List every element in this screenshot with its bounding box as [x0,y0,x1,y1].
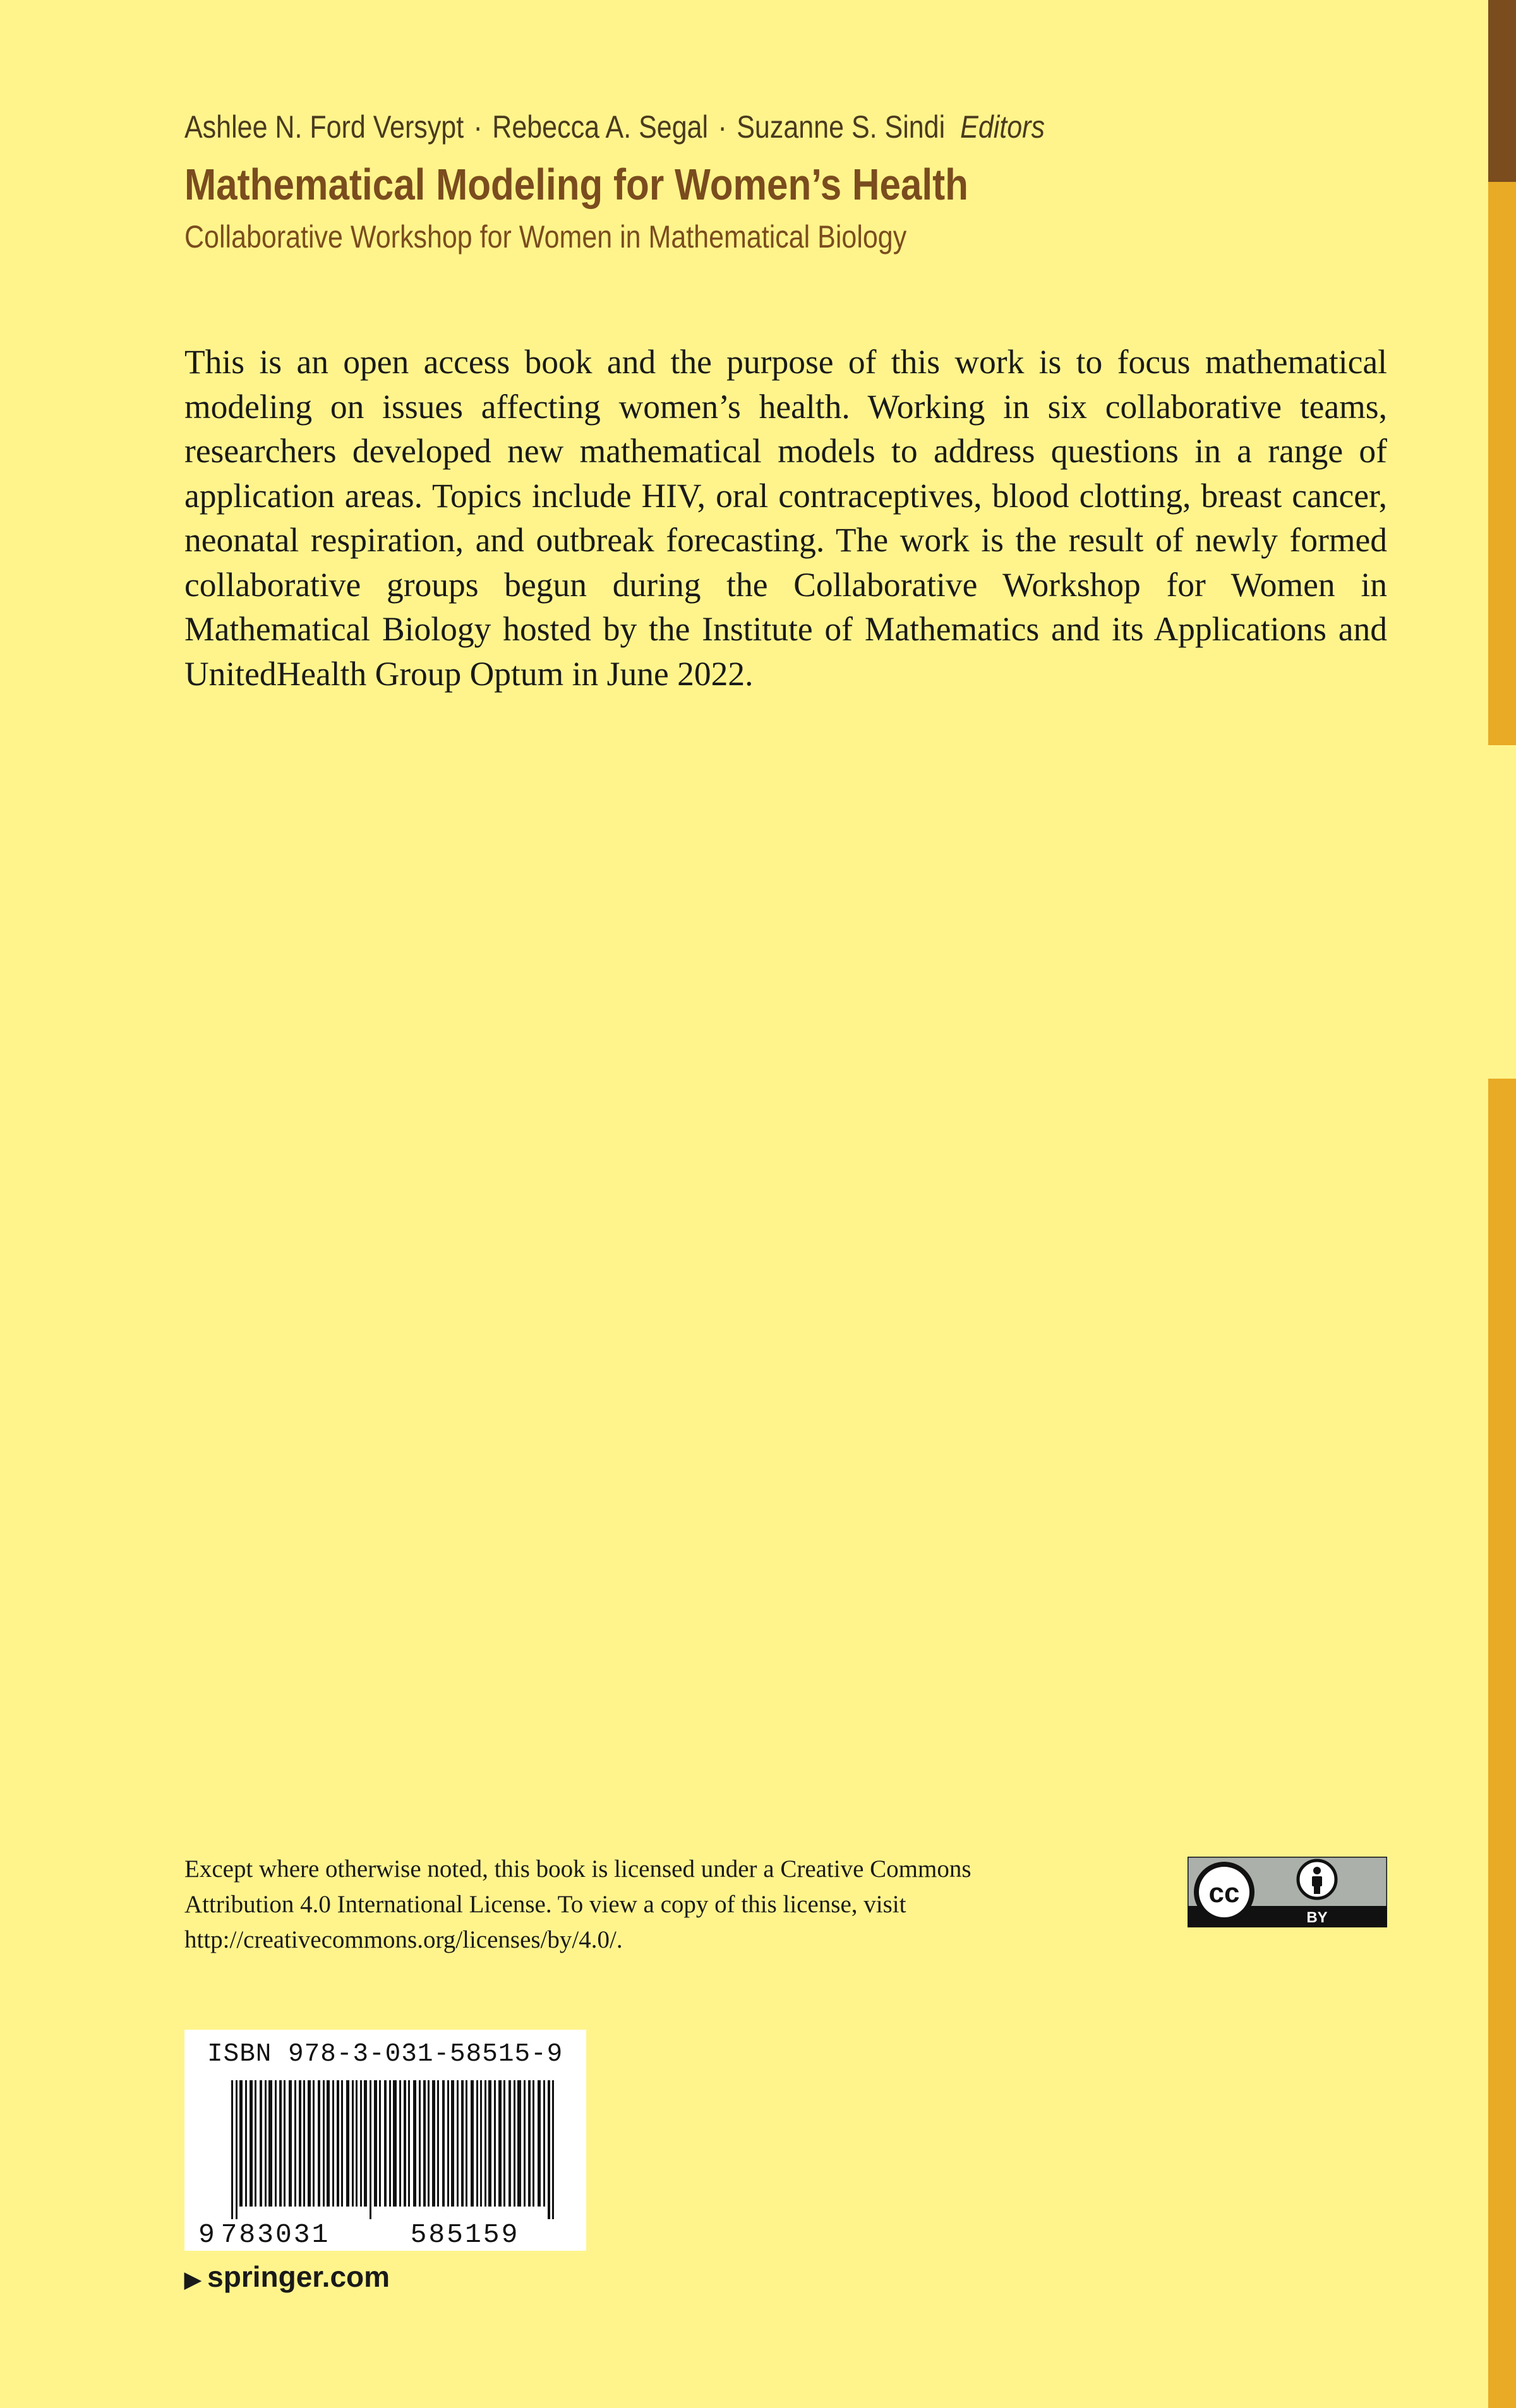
barcode-bar [508,2080,511,2207]
barcode-bar [379,2080,381,2207]
barcode-bar [457,2080,459,2207]
barcode-graphic [184,2030,586,2251]
barcode-bar [268,2080,272,2207]
editor-name: Rebecca A. Segal [492,109,709,145]
barcode-bar [327,2080,330,2207]
barcode-bar [384,2080,387,2207]
barcode-bar [308,2080,311,2207]
barcode-bar [532,2080,534,2207]
barcode-bar [346,2080,349,2207]
spine-strip-brown [1488,0,1516,182]
barcode-bar [514,2080,515,2207]
barcode-bar [498,2080,502,2207]
barcode-bar [360,2080,362,2207]
barcode-bar [389,2080,391,2207]
editor-separator: · [473,109,483,145]
by-badge-label: BY [1306,1909,1328,1926]
barcode-bar [399,2080,401,2207]
barcode-bar [318,2080,320,2207]
barcode-bar [552,2080,554,2219]
barcode-bar [543,2080,545,2207]
barcode-bar [299,2080,301,2207]
barcode-bar [471,2080,474,2207]
barcode-bar [528,2080,531,2207]
barcode-bar [404,2080,406,2207]
barcode-bar [413,2080,416,2207]
barcode-bar [364,2080,367,2207]
barcode-bar [419,2080,421,2207]
book-subtitle: Collaborative Workshop for Women in Mathematical Biology [184,219,907,255]
barcode-bar [289,2080,292,2207]
barcode-bar [370,2080,371,2219]
barcode-bar [303,2080,305,2207]
spine-strip-gold-lower [1488,1079,1516,2408]
barcode-bar [503,2080,505,2207]
barcode-bar [451,2080,454,2207]
barcode-bar [294,2080,296,2207]
barcode-bar [447,2080,449,2207]
barcode-bar [284,2080,286,2207]
barcode-bar [524,2080,526,2207]
barcode-digit-prefix: 9 [198,2219,215,2250]
barcode-bar [313,2080,315,2207]
book-title: Mathematical Modeling for Women’s Health [184,160,968,209]
barcode-bar [461,2080,464,2207]
barcode-bar [374,2080,377,2207]
barcode-bar [423,2080,426,2207]
barcode-bar [260,2080,262,2207]
license-text: Except where otherwise noted, this book is licensed under a Creative Commons Attribution 4.0 International License. To view a copy of this license, visit http://creativecommons.org/licenses/by/4.0/. [184,1855,972,1953]
barcode-bar [231,2080,233,2219]
book-description: This is an open access book and the purpose of this work is to focus mathematical modeling on issues affecting women’s health. Working in six collaborative teams, researchers developed new mathematical models to address questions in a range of application areas. Topics include HIV, oral contraceptives, blood clotting, breast cancer, neonatal respiration, and outbreak forecasting. The work is the result of newly formed collaborative groups begun during the Collaborative Workshop for Women in Mathematical Biology hosted by the Institute of Mathematics and its Applications and UnitedHealth Group Optum in June 2022. [184,343,1387,693]
triangle-right-icon: ▶ [184,2268,202,2292]
barcode-bar [408,2080,410,2207]
barcode-bar [236,2080,238,2219]
barcode-bar [255,2080,256,2207]
editor-name: Ashlee N. Ford Versypt [184,109,464,145]
barcode-bar [484,2080,486,2207]
isbn-barcode [184,2030,586,2251]
barcode-bar [332,2080,334,2207]
publisher-link[interactable] [184,2260,390,2294]
barcode-bar [466,2080,467,2207]
barcode-bar [428,2080,430,2207]
barcode-bar [275,2080,277,2207]
barcode-bar [488,2080,491,2207]
cc-by-license-badge [1188,1857,1387,1927]
barcode-bar [432,2080,435,2207]
barcode-bar [250,2080,253,2207]
barcode-bar [437,2080,439,2207]
barcode-digits-right: 585159 [410,2219,520,2250]
barcode-bar [476,2080,478,2207]
barcode-bar [352,2080,354,2207]
barcode-bar [265,2080,267,2207]
spine-strip-gold-upper [1488,182,1516,745]
editors-line [184,109,1045,145]
barcode-bar [337,2080,339,2207]
barcode-bar [393,2080,397,2207]
barcode-bar [442,2080,445,2207]
barcode-bar [323,2080,325,2207]
publisher-url: springer.com [207,2260,390,2293]
cc-badge-label: cc [1208,1878,1240,1908]
barcode-bar [494,2080,496,2207]
barcode-bar [356,2080,358,2207]
editor-name: Suzanne S. Sindi [737,109,946,145]
barcode-bar [548,2080,550,2219]
barcode-bar [517,2080,521,2207]
isbn-label: ISBN 978-3-031-58515-9 [207,2040,563,2069]
editors-label: Editors [960,109,1045,145]
barcode-bar [480,2080,482,2207]
barcode-bar [341,2080,343,2207]
barcode-digits-left: 783031 [220,2219,330,2250]
barcode-bar [538,2080,541,2207]
barcode-bar [239,2080,243,2207]
barcode-bar [245,2080,247,2207]
editor-separator: · [718,109,727,145]
barcode-bar [279,2080,282,2207]
